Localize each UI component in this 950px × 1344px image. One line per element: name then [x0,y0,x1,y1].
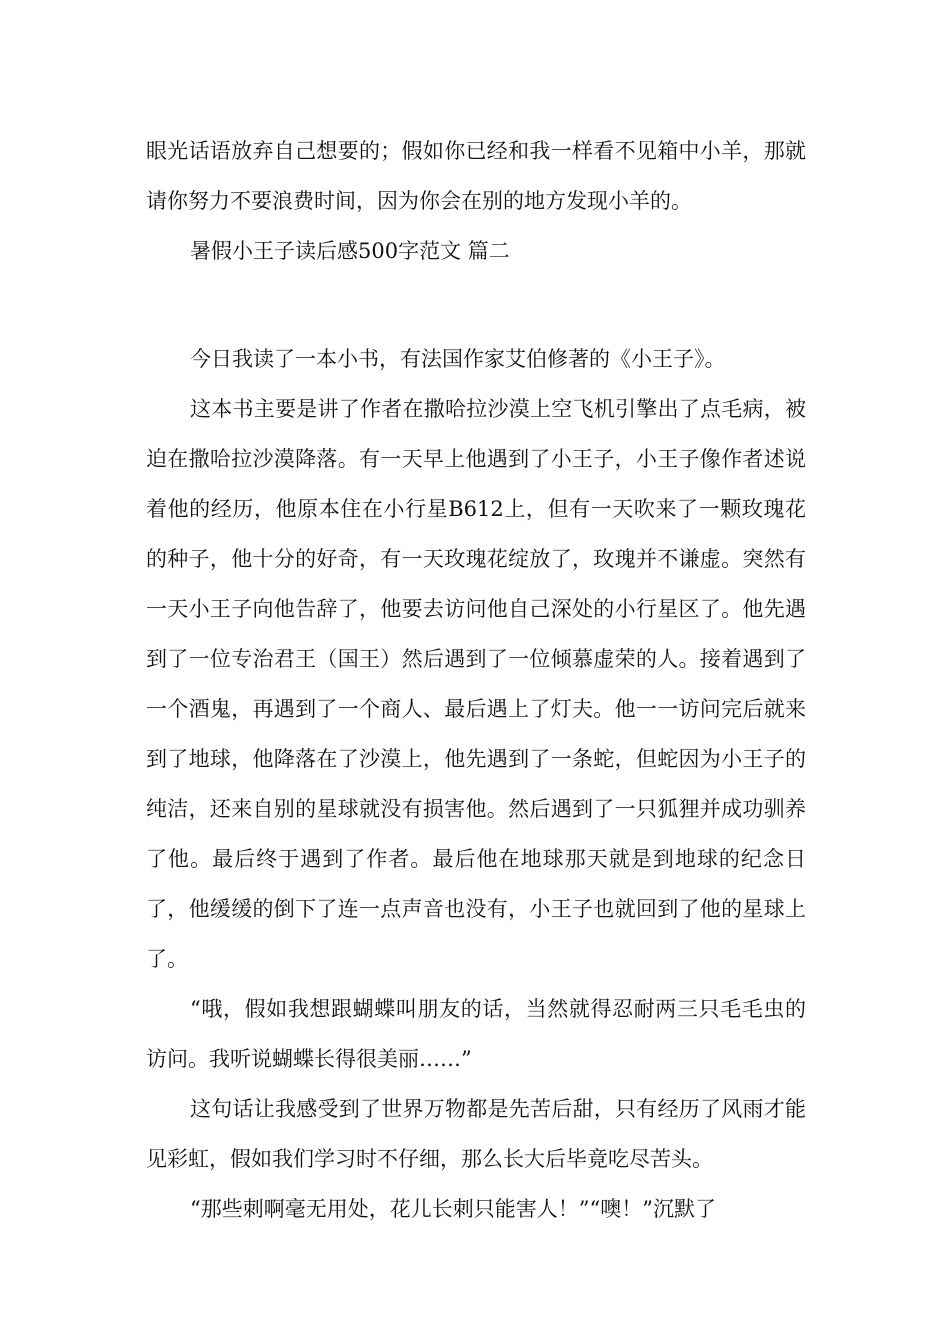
paragraph-summary: 这本书主要是讲了作者在撒哈拉沙漠上空飞机引擎出了点毛病，被迫在撒哈拉沙漠降落。有一天早上他遇到了小王子，小王子像作者述说着他的经历，他原本住在小行星B612上，但有一天吹来了一颗玫瑰花的种子，他十分的好奇，有一天玫瑰花绽放了，玫瑰并不谦虚。突然有一天小王子向他告辞了，他要去访问他自己深处的小行星区了。他先遇到了一位专治君王（国王）然后遇到了一位倾慕虚荣的人。接着遇到了一个酒鬼，再遇到了一个商人、最后遇上了灯夫。他一一访问完后就来到了地球，他降落在了沙漠上，他先遇到了一条蛇，但蛇因为小王子的纯洁，还来自别的星球就没有损害他。然后遇到了一只狐狸并成功驯养了他。最后终于遇到了作者。最后他在地球那天就是到地球的纪念日了，他缓缓的倒下了连一点声音也没有，小王子也就回到了他的星球上了。 [146,397,806,971]
paragraph-reflection: 这句话让我感受到了世界万物都是先苦后甜，只有经历了风雨才能见彩虹，假如我们学习时不仔细，那么长大后毕竟吃尽苦头。 [146,1097,806,1171]
section-heading: 暑假小王子读后感500字范文 篇二 [190,239,510,263]
continuation-paragraph: 眼光话语放弃自己想要的；假如你已经和我一样看不见箱中小羊，那就请你努力不要浪费时间，因为你会在别的地方发现小羊的。 [146,139,806,213]
paragraph-intro: 今日我读了一本小书，有法国作家艾伯修著的《小王子》。 [190,347,726,371]
paragraph-quote-butterfly: “哦，假如我想跟蝴蝶叫朋友的话，当然就得忍耐两三只毛毛虫的访问。我听说蝴蝶长得很美丽……” [146,997,806,1071]
blank-gap [146,276,806,334]
document-body [146,126,806,1234]
paragraph-quote-thorns: “那些刺啊毫无用处，花儿长刺只能害人！”“噢！”沉默了 [190,1197,716,1221]
